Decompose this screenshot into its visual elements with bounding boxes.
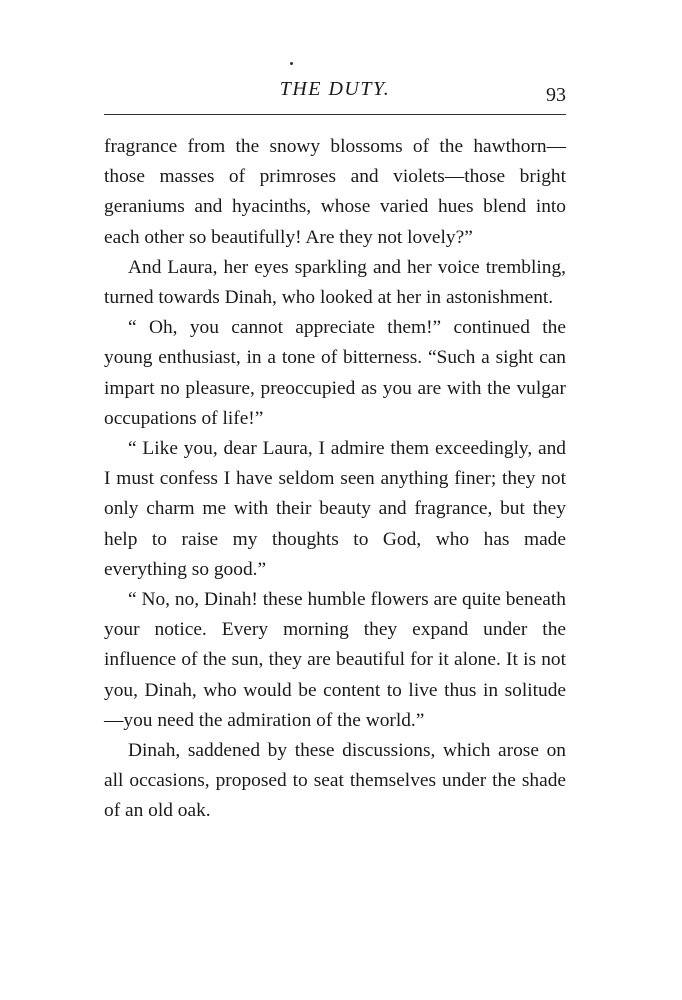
paragraph: “ Oh, you cannot appreciate them!” continued the young enthusiast, in a tone of bitterness. “Such a sight can impart no pleasure, preoccupied as you are with the vulgar occupations of life!” bbox=[104, 317, 566, 429]
paragraph: “ Like you, dear Laura, I admire them exceedingly, and I must confess I have seldom seen anything finer; they not only charm me with their beauty and fragrance, but they help to raise my thoughts to God, who has made everything so good.” bbox=[104, 438, 566, 580]
page-number: 93 bbox=[546, 84, 566, 106]
body-text bbox=[104, 132, 566, 827]
running-title: THE DUTY. bbox=[279, 78, 391, 100]
running-head bbox=[104, 78, 566, 108]
paragraph: fragrance from the snowy blossoms of the hawthorn—those masses of primroses and violets—those bright geraniums and hyacinths, whose varied hues blend into each other so beautifully! Are they not lovely?” bbox=[104, 136, 566, 248]
paragraph: Dinah, saddened by these discussions, which arose on all occasions, proposed to seat themselves under the shade of an old oak. bbox=[104, 740, 566, 822]
header-rule bbox=[104, 114, 566, 115]
paragraph: “ No, no, Dinah! these humble flowers are quite beneath your notice. Every morning they expand under the influence of the sun, they are beautiful for it alone. It is not you, Dinah, who would be content to live thus in solitude—you need the admiration of the world.” bbox=[104, 589, 566, 731]
paragraph: And Laura, her eyes sparkling and her voice trembling, turned towards Dinah, who looked at her in astonishment. bbox=[104, 256, 566, 309]
header-ornament-dot bbox=[290, 62, 293, 65]
